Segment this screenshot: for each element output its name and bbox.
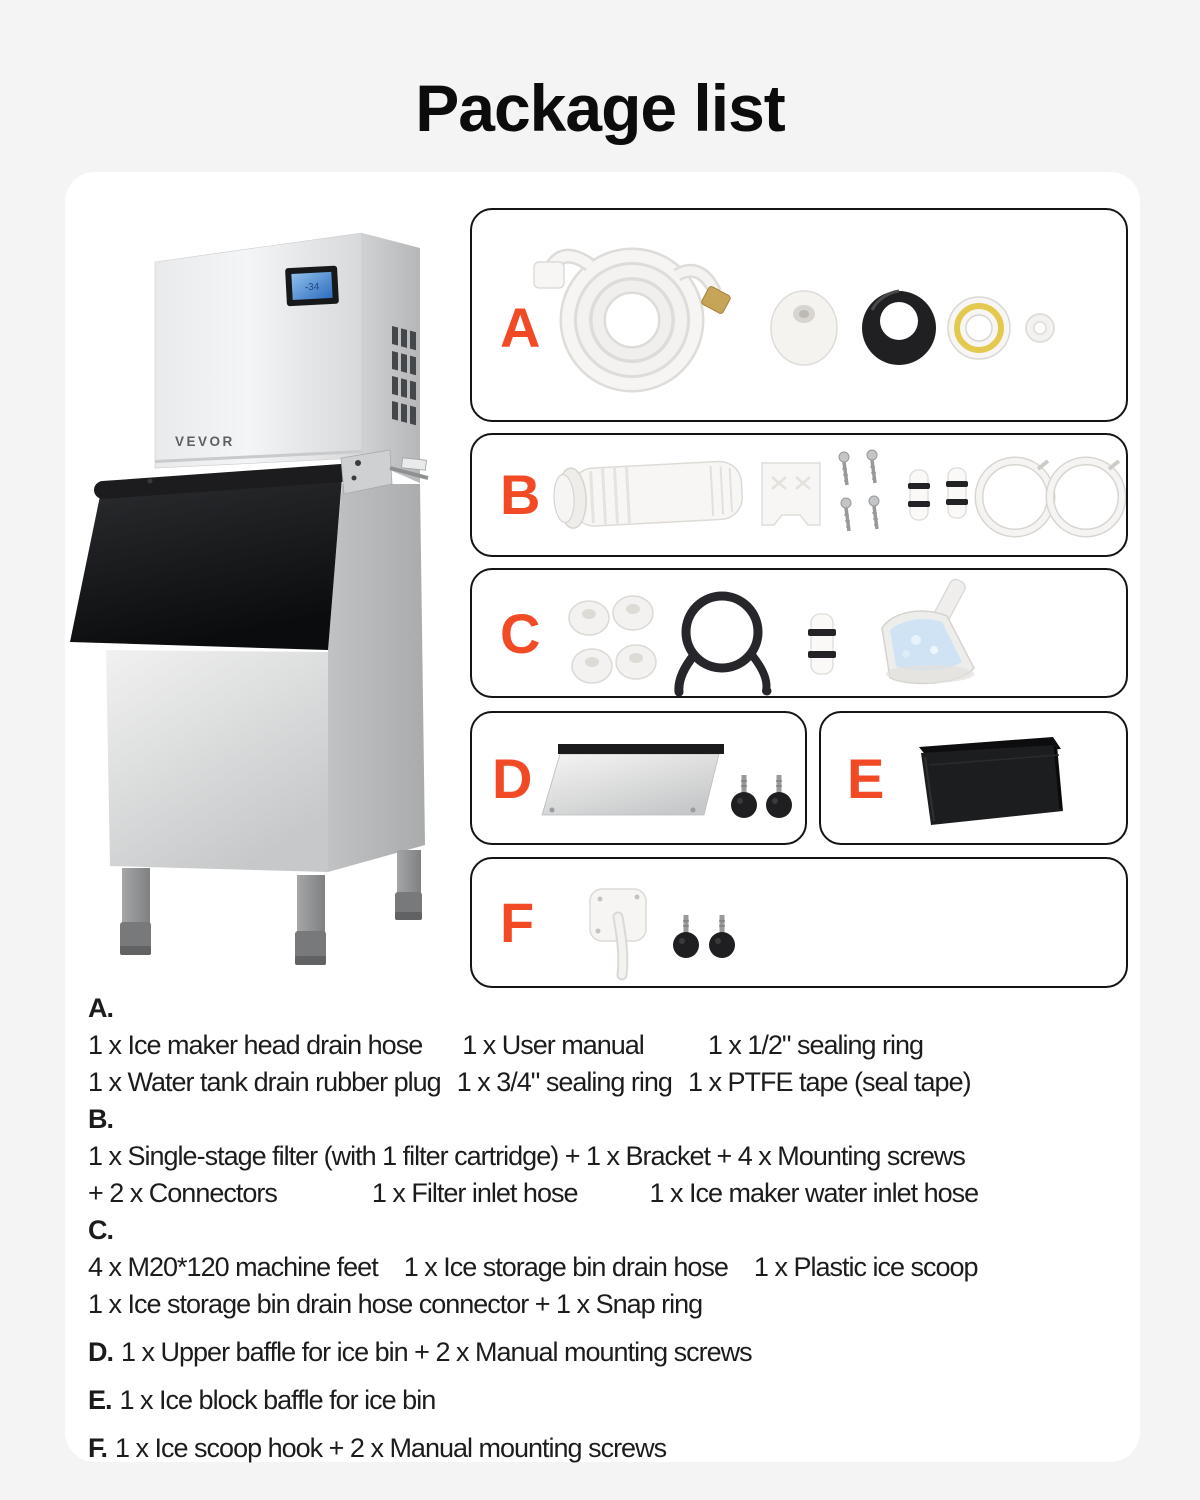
package-box-a (470, 208, 1128, 422)
package-box-c (470, 568, 1128, 698)
water-filter-icon (553, 459, 744, 529)
box-a-items (472, 210, 1126, 420)
ice-scoop-hook-icon (590, 889, 646, 975)
box-letter-c: C (500, 602, 541, 665)
box-f-items (472, 859, 1126, 986)
section-c-row1 (88, 1249, 1130, 1286)
section-f (88, 1430, 1130, 1467)
ice-scoop-icon (882, 577, 974, 683)
box-letter-d: D (492, 747, 533, 810)
section-b-row2 (88, 1175, 1130, 1212)
black-sealing-ring-icon (862, 291, 936, 365)
bin-front-panel (106, 650, 328, 872)
small-sealing-ring-icon (1026, 314, 1054, 342)
box-c-items (472, 570, 1126, 696)
section-b-label: B. (88, 1104, 113, 1134)
filter-bracket-icon (762, 463, 820, 525)
list-item: 4 x M20*120 machine feet (88, 1252, 378, 1282)
box-letter-b: B (500, 463, 541, 526)
thumb-screws-icon (673, 915, 735, 958)
hose-coils-icon (979, 461, 1122, 533)
list-item: 1 x Filter inlet hose (371, 1178, 578, 1208)
section-a-row2 (88, 1064, 1130, 1101)
list-item: 1 x User manual (462, 1030, 644, 1060)
section-e (88, 1382, 1130, 1419)
list-item: 1 x Ice storage bin drain hose (403, 1252, 728, 1282)
section-c (88, 1212, 1130, 1323)
list-item: 1 x Plastic ice scoop (753, 1252, 978, 1282)
box-letter-e: E (847, 747, 885, 810)
lcd-display (285, 266, 339, 307)
list-item: 1 x PTFE tape (seal tape) (687, 1067, 971, 1097)
section-b (88, 1101, 1130, 1212)
bin-side-panel (328, 484, 425, 872)
thumb-screws-icon (731, 775, 792, 818)
section-a-label: A. (88, 993, 113, 1023)
section-a-row1 (88, 1027, 1130, 1064)
section-e-label: E. (88, 1385, 112, 1415)
package-box-d (470, 711, 807, 845)
list-item: 1 x Ice maker head drain hose (88, 1030, 423, 1060)
ice-storage-bin (70, 450, 428, 965)
section-c-label: C. (88, 1215, 113, 1245)
ice-maker-head-unit (155, 233, 420, 483)
bin-lid (70, 478, 342, 650)
list-item: 1 x Ice storage bin drain hose connector + 1 x Snap ring (88, 1289, 703, 1319)
machine-feet-icon (569, 596, 656, 683)
section-b-row1 (88, 1138, 1130, 1175)
box-b-items (472, 435, 1126, 555)
section-c-row2 (88, 1286, 1130, 1323)
hose-elbow-fitting (534, 262, 564, 288)
package-box-b (470, 433, 1128, 557)
bin-drain-hose-icon (679, 596, 771, 695)
page-title: Package list (415, 71, 785, 145)
drain-hose-connector-icon (808, 614, 836, 674)
connectors-icon (908, 468, 968, 520)
section-d (88, 1334, 1130, 1371)
list-item: 1 x Water tank drain rubber plug (88, 1067, 441, 1097)
package-text-list (88, 990, 1130, 1467)
list-item: + 2 x Connectors (88, 1178, 277, 1208)
package-box-e (819, 711, 1128, 845)
list-item: 1 x Ice block baffle for ice bin (119, 1385, 436, 1415)
section-f-label: F. (88, 1433, 108, 1463)
ice-maker-product-image (58, 222, 473, 992)
section-a (88, 990, 1130, 1101)
brass-fitting (701, 286, 732, 315)
box-letter-a: A (500, 296, 541, 359)
box-letter-f: F (500, 891, 535, 954)
brand-logo: VEVOR (175, 434, 235, 449)
rubber-plug-icon (771, 291, 837, 365)
ptfe-tape-icon (948, 297, 1010, 359)
drain-hose-icon (534, 256, 731, 384)
section-d-label: D. (88, 1337, 113, 1367)
package-box-f (470, 857, 1128, 988)
list-item: 1 x 1/2" sealing ring (707, 1030, 924, 1060)
mounting-screws-icon (839, 450, 879, 531)
list-item: 1 x Upper baffle for ice bin + 2 x Manual mounting screws (121, 1337, 752, 1367)
svg-text:-34: -34 (304, 281, 320, 294)
list-item: 1 x 3/4" sealing ring (456, 1067, 672, 1097)
list-item: 1 x Single-stage filter (with 1 filter cartridge) + 1 x Bracket + 4 x Mounting screws (88, 1141, 965, 1171)
list-item: 1 x Ice scoop hook + 2 x Manual mounting screws (115, 1433, 667, 1463)
ice-block-baffle-icon (919, 737, 1063, 825)
list-item: 1 x Ice maker water inlet hose (649, 1178, 979, 1208)
upper-baffle-icon (542, 744, 724, 815)
